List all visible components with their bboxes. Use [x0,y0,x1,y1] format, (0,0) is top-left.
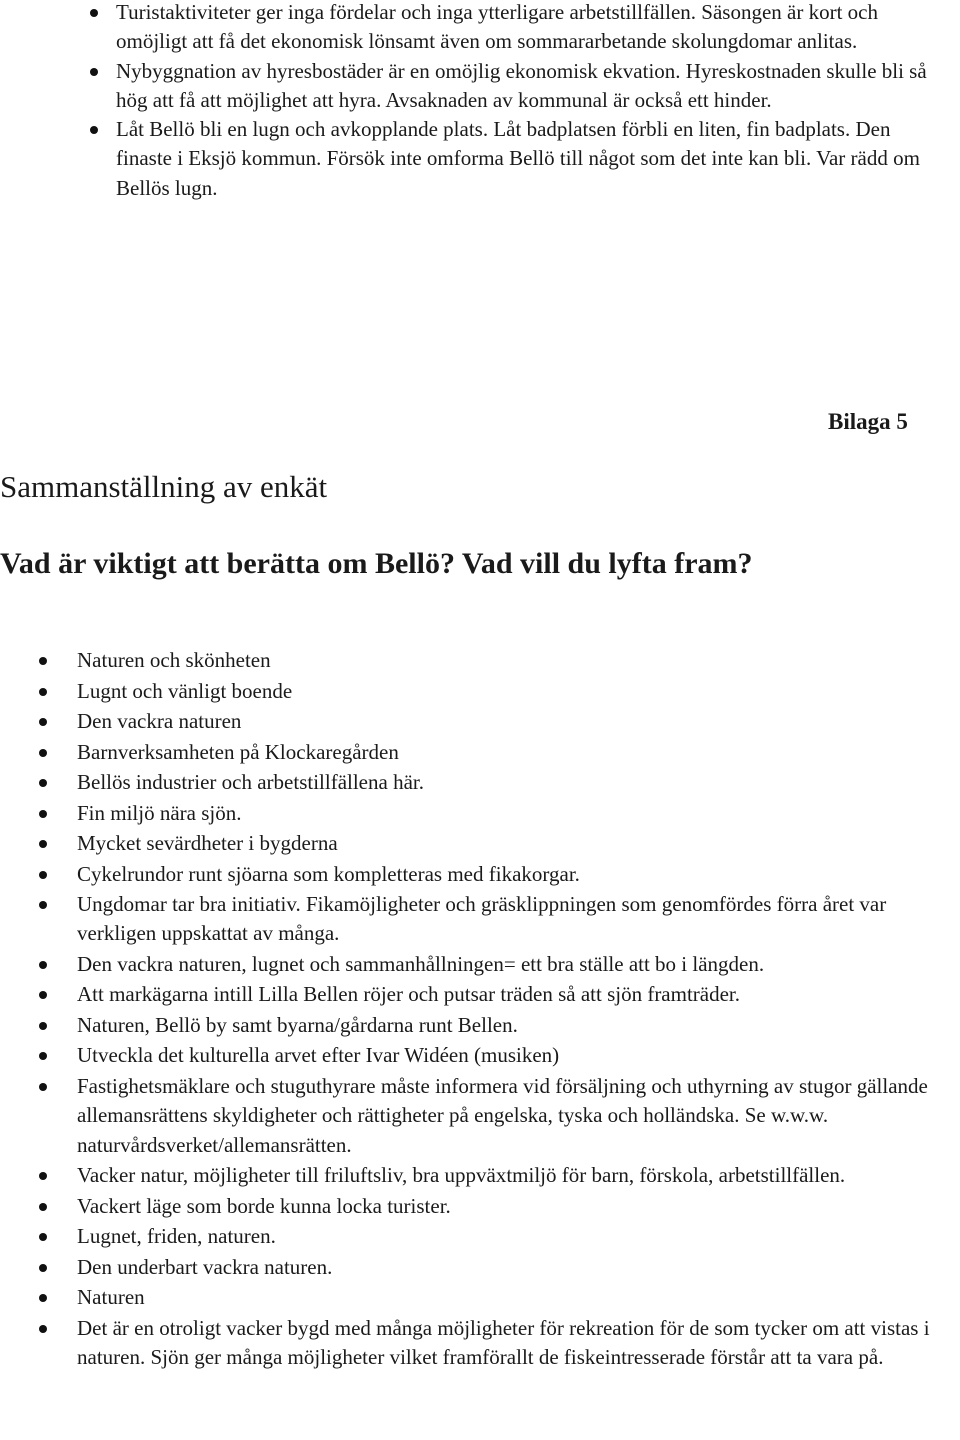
list-item: Det är en otroligt vacker bygd med många möjligheter för rekreation för de som tycker om att vistas i naturen. Sjön ger många möjligheter vilket framförallt de fiskeintresserade förstår att ta vara på. [77,1314,957,1373]
list-item: Att markägarna intill Lilla Bellen röjer och putsar träden så att sjön framträder. [77,980,957,1009]
list-item: Cykelrundor runt sjöarna som kompletteras med fikakorgar. [77,860,957,889]
page-title: Sammanställning av enkät [0,469,328,504]
list-item: Naturen och skönheten [77,646,957,675]
list-item: Barnverksamheten på Klockaregården [77,738,957,767]
list-item: Den underbart vackra naturen. [77,1253,957,1282]
list-item: Naturen, Bellö by samt byarna/gårdarna runt Bellen. [77,1011,957,1040]
list-item: Utveckla det kulturella arvet efter Ivar Widéen (musiken) [77,1041,957,1070]
question-heading: Vad är viktigt att berätta om Bellö? Vad vill du lyfta fram? [0,547,753,580]
list-item: Lugnt och vänligt boende [77,677,957,706]
list-item: Fin miljö nära sjön. [77,799,957,828]
list-item: Nybyggnation av hyresbostäder är en omöjlig ekonomisk ekvation. Hyreskostnaden skulle bli så hög att få att möjlighet att hyra. Avsaknaden av kommunal är också ett hinder. [116,57,946,116]
list-item: Vackert läge som borde kunna locka turister. [77,1192,957,1221]
list-item: Naturen [77,1283,957,1312]
list-item: Mycket sevärdheter i bygderna [77,829,957,858]
list-item: Låt Bellö bli en lugn och avkopplande plats. Låt badplatsen förbli en liten, fin badplats. Den finaste i Eksjö kommun. Försök inte omforma Bellö till något som det inte kan bli. Var rädd om Bellös lugn. [116,115,946,203]
previous-bullet-list [116,0,946,203]
list-item: Den vackra naturen, lugnet och sammanhållningen= ett bra ställe att bo i längden. [77,950,957,979]
list-item: Vacker natur, möjligheter till friluftsliv, bra uppväxtmiljö för barn, förskola, arbetstillfällen. [77,1161,957,1190]
annex-label: Bilaga 5 [828,409,908,434]
list-item: Ungdomar tar bra initiativ. Fikamöjligheter och gräsklippningen som genomfördes förra året var verkligen uppskattat av många. [77,890,957,949]
answers-bullet-list [77,646,957,1374]
list-item: Bellös industrier och arbetstillfällena här. [77,768,957,797]
list-item: Fastighetsmäklare och stuguthyrare måste informera vid försäljning och uthyrning av stugor gällande allemansrättens skyldigheter och rättigheter på engelska, tyska och holländska. Se w.w.w. naturvårdsverket/allemansrätten. [77,1072,957,1160]
list-item: Lugnet, friden, naturen. [77,1222,957,1251]
list-item: Turistaktiviteter ger inga fördelar och inga ytterligare arbetstillfällen. Säsongen är kort och omöjligt att få det ekonomisk lönsamt även om sommararbetande skolungdomar anlitas. [116,0,946,57]
list-item: Den vackra naturen [77,707,957,736]
